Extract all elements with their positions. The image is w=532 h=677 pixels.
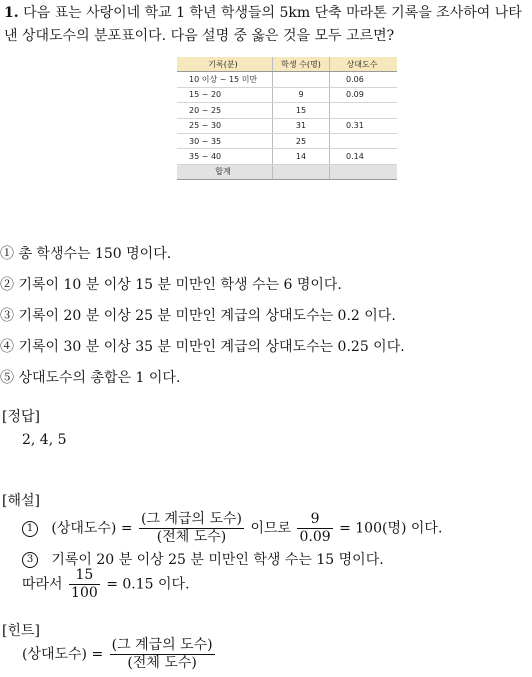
table-cell-students: 15 (273, 103, 330, 118)
fraction-denominator: (전체 도수) (156, 529, 227, 545)
fraction-denominator: 100 (71, 585, 98, 601)
hint-lhs: (상대도수) = (22, 646, 104, 663)
explanation-line-3 (22, 567, 190, 602)
table-cell-record: 35 ~ 40 (177, 149, 273, 164)
circled-number-1: 1 (22, 521, 38, 537)
question-body: 다음 표는 사랑이네 학교 1 학년 학생들의 5km 단축 마라톤 기록을 조사하여 나타낸 상대도수의 분포표이다. 다음 설명 중 옳은 것을 모두 고르면? (4, 5, 522, 44)
explanation-line-2-text: 기록이 20 분 이상 25 분 미만인 학생 수는 15 명이다. (51, 552, 384, 568)
frequency-table (177, 57, 397, 180)
table-cell-students: 9 (273, 87, 330, 102)
table-total-row (177, 164, 397, 179)
explanation-lhs: (상대도수) = (51, 520, 133, 537)
option-5: ⑤ 상대도수의 총합은 1 이다. (0, 370, 181, 386)
table-cell-students: 31 (273, 118, 330, 133)
explanation-label: [해설] (2, 493, 40, 509)
explanation-mid: 이므로 (250, 520, 292, 537)
fraction-denominator: 0.09 (299, 529, 331, 545)
table-total-students (273, 164, 330, 179)
table-cell-record: 20 ~ 25 (177, 103, 273, 118)
table-row (177, 118, 397, 133)
fraction (297, 511, 332, 546)
table-row (177, 87, 397, 102)
circled-number-3: 3 (22, 552, 38, 568)
table-row (177, 149, 397, 164)
table-cell-record: 10 이상 ~ 15 미만 (177, 72, 273, 87)
table-cell-record: 25 ~ 30 (177, 118, 273, 133)
option-3: ③ 기록이 20 분 이상 25 분 미만인 계급의 상대도수는 0.2 이다. (0, 308, 396, 324)
fraction (139, 511, 244, 546)
option-2: ② 기록이 10 분 이상 15 분 미만인 학생 수는 6 명이다. (0, 277, 342, 293)
explanation-line-1 (22, 511, 442, 546)
hint-formula (22, 637, 217, 672)
explanation-line-3-lhs: 따라서 (22, 576, 63, 593)
fraction-denominator: (전체 도수) (127, 655, 197, 671)
option-4: ④ 기록이 30 분 이상 35 분 미만인 계급의 상대도수는 0.25 이다. (0, 339, 405, 355)
table-cell-relative: 0.09 (330, 87, 398, 102)
question-number: 1. (4, 5, 19, 21)
answer-label: [정답] (2, 409, 40, 425)
option-1: ① 총 학생수는 150 명이다. (0, 246, 172, 262)
fraction-numerator: 9 (297, 511, 332, 529)
header-relative-frequency: 상대도수 (330, 57, 398, 72)
table-cell-relative: 0.14 (330, 149, 398, 164)
explanation-line-3-rhs: = 0.15 이다. (106, 576, 190, 593)
fraction (69, 567, 100, 602)
header-students: 학생 수(명) (273, 57, 330, 72)
answer-value: 2, 4, 5 (22, 432, 67, 448)
table-row (177, 133, 397, 148)
fraction (110, 637, 215, 672)
hint-label: [힌트] (2, 623, 40, 639)
question-text (4, 2, 528, 48)
explanation-line-2 (22, 549, 384, 569)
fraction-numerator: (그 계급의 도수) (141, 511, 242, 527)
explanation-rhs: = 100(명) 이다. (339, 520, 443, 537)
table-row (177, 103, 397, 118)
table-cell-record: 30 ~ 35 (177, 133, 273, 148)
table-row (177, 72, 397, 87)
table-cell-students (273, 72, 330, 87)
table-header-row (177, 57, 397, 72)
table-cell-students: 25 (273, 133, 330, 148)
header-record: 기록(분) (177, 57, 273, 72)
table-cell-relative: 0.06 (330, 72, 398, 87)
table-total-label: 합계 (177, 164, 273, 179)
fraction-numerator: (그 계급의 도수) (111, 637, 213, 653)
table-cell-relative (330, 133, 398, 148)
table-cell-relative (330, 103, 398, 118)
fraction-numerator: 15 (69, 567, 100, 585)
table-total-relative (330, 164, 398, 179)
table-cell-relative: 0.31 (330, 118, 398, 133)
table-cell-record: 15 ~ 20 (177, 87, 273, 102)
table-cell-students: 14 (273, 149, 330, 164)
